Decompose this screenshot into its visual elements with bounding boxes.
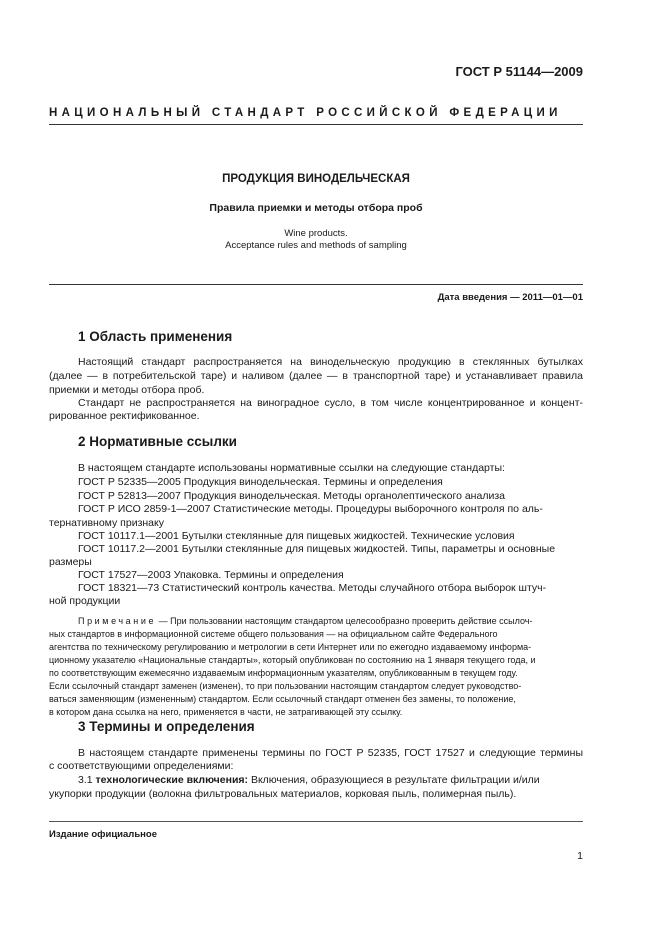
middle-divider (49, 284, 583, 285)
reference-line: В настоящем стандарте использованы нормативные ссылки на следующие стандарты: (78, 462, 505, 474)
note-line: по соответствующим ежемесячно издаваемым информационным указателям, опубликованным в текущем году. (49, 668, 518, 678)
reference-line: тернативному признаку (49, 517, 164, 529)
reference-line: ГОСТ 17527—2003 Упаковка. Термины и определения (78, 569, 344, 581)
reference-line: ГОСТ Р ИСО 2859-1—2007 Статистические методы. Процедуры выборочного контроля по аль- (78, 503, 543, 515)
section-3-paragraph-line-1: В настоящем стандарте применены термины по ГОСТ Р 52335, ГОСТ 17527 и следующие термины (78, 747, 583, 759)
note-first-text: — При пользовании настоящим стандартом целесообразно проверить действие ссылоч- (156, 616, 533, 626)
section-3-paragraph-line-2: с соответствующими определениями: (49, 760, 234, 772)
note-line: ваться заменяющим (измененным) стандартом. Если ссылочный стандарт отменен без замены, то положение, (49, 694, 516, 704)
introduction-date: Дата введения — 2011—01—01 (437, 292, 583, 303)
page-number: 1 (577, 850, 583, 862)
term-definition: Включения, образующиеся в результате фильтрации и/или (248, 774, 540, 786)
reference-line: ГОСТ Р 52335—2005 Продукция винодельческая. Термины и определения (78, 476, 443, 488)
english-title-line1: Wine products. (284, 228, 348, 239)
english-title-line2: Acceptance rules and methods of sampling (225, 240, 407, 251)
term-3-1-line-2: укупорки продукции (волокна фильтровальных материалов, корковая пыль, полимерная пыль). (49, 788, 517, 800)
reference-line: ной продукции (49, 595, 121, 607)
national-standard-banner: НАЦИОНАЛЬНЫЙ СТАНДАРТ РОССИЙСКОЙ ФЕДЕРАЦИИ (49, 107, 562, 119)
section-3-heading: 3 Термины и определения (78, 719, 255, 734)
official-edition-label: Издание официальное (49, 829, 157, 840)
note-label: Примечание (78, 616, 157, 626)
note-first-line (78, 615, 532, 628)
section-1-paragraph-2-line-1: Стандарт не распространяется на виноградное сусло, в том числе концентрированное и концент- (78, 397, 583, 409)
document-code: ГОСТ Р 51144—2009 (455, 64, 583, 79)
footer-divider (49, 821, 583, 822)
section-1-heading: 1 Область применения (78, 329, 233, 344)
section-1-paragraph-1-line-1: Настоящий стандарт распространяется на винодельческую продукцию в стеклянных бутылках (78, 356, 583, 368)
reference-line: ГОСТ 10117.1—2001 Бутылки стеклянные для пищевых жидкостей. Технические условия (78, 530, 515, 542)
term-number: 3.1 (78, 774, 93, 786)
note-line: ционному указателю «Национальные стандарты», который опубликован по состоянию на 1 января текущего года, и (49, 655, 536, 665)
reference-line: ГОСТ 18321—73 Статистический контроль качества. Методы случайного отбора выборок штуч- (78, 582, 547, 594)
note-line: агентства по техническому регулированию и метрологии в сети Интернет или по ежегодно издаваемому информа- (49, 642, 532, 652)
term-name: технологические включения: (95, 774, 249, 786)
section-1-paragraph-1-line-3: приемки и методы отбора проб. (49, 384, 205, 396)
section-2-heading: 2 Нормативные ссылки (78, 434, 237, 449)
reference-line: размеры (49, 556, 92, 568)
reference-line: ГОСТ 10117.2—2001 Бутылки стеклянные для пищевых жидкостей. Типы, параметры и основные (78, 543, 556, 555)
document-title: ПРОДУКЦИЯ ВИНОДЕЛЬЧЕСКАЯ (222, 173, 410, 185)
section-1-paragraph-1-line-2: (далее — в потребительской таре) и наливом (далее — в транспортной таре) и устанавливает правила (49, 370, 583, 382)
term-3-1-line-1 (78, 773, 540, 788)
note-line: в котором дана ссылка на него, применяется в части, не затрагивающей эту ссылку. (49, 707, 403, 717)
section-1-paragraph-2-line-2: рированное ректификованное. (49, 410, 200, 422)
note-line: ных стандартов в информационной системе общего пользования — на официальном сайте Федерального (49, 629, 498, 639)
note-line: Если ссылочный стандарт заменен (изменен), то при пользовании настоящим стандартом следует руководство- (49, 681, 522, 691)
document-subtitle: Правила приемки и методы отбора проб (209, 202, 423, 214)
reference-line: ГОСТ Р 52813—2007 Продукция винодельческая. Методы органолептического анализа (78, 490, 505, 502)
top-divider (49, 124, 583, 125)
